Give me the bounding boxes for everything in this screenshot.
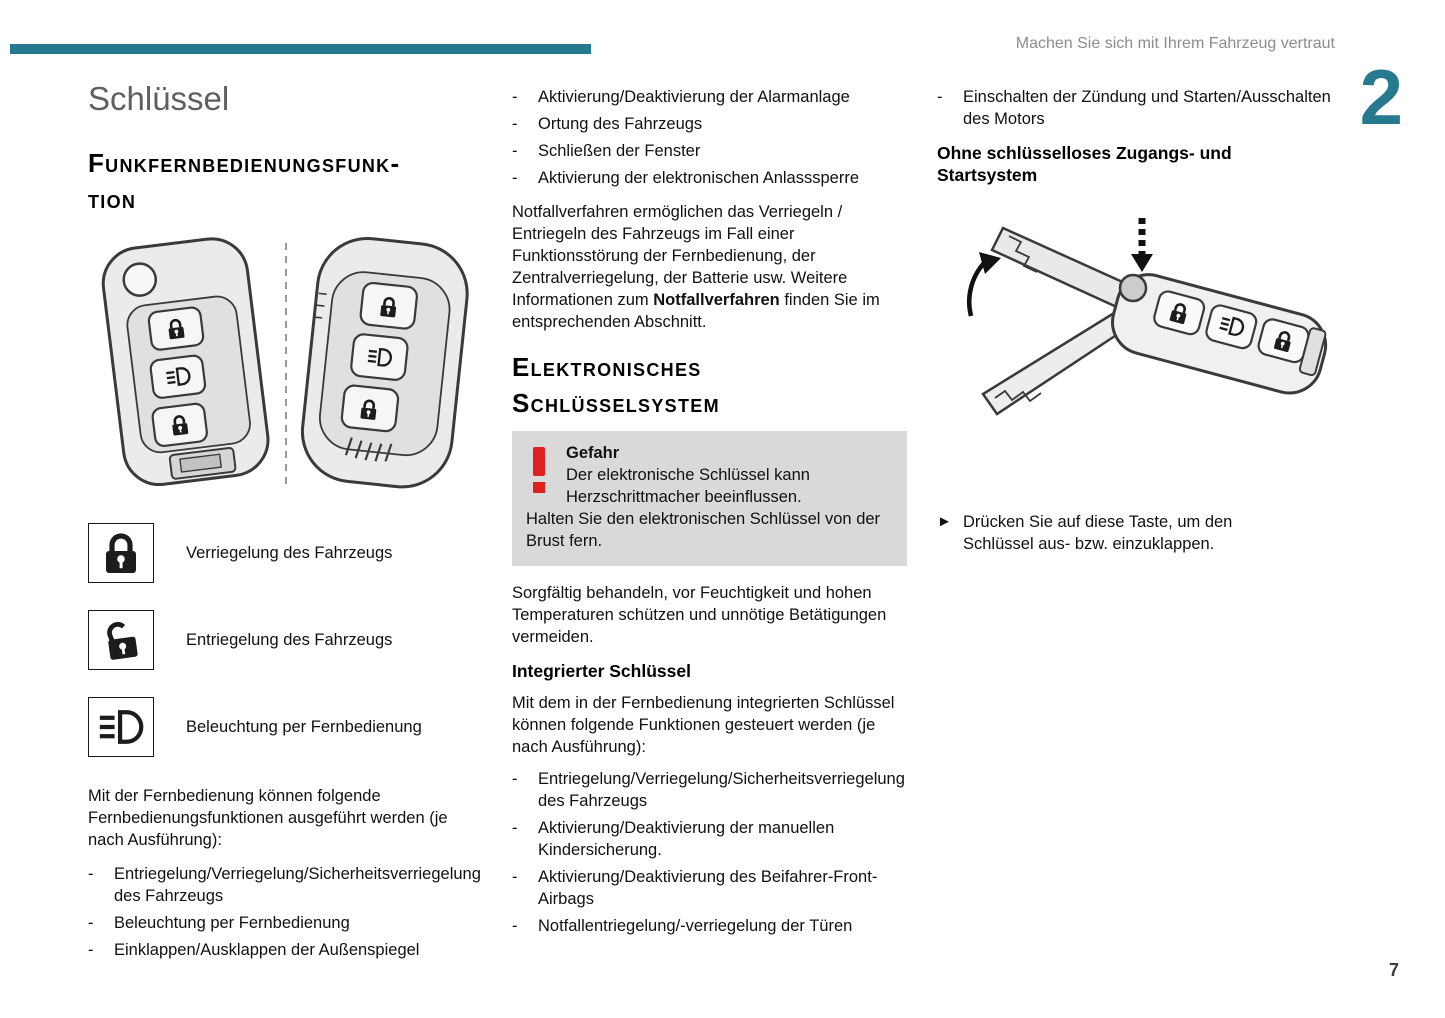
fold-button [1120,275,1146,301]
paragraph-text: Notfallverfahren ermöglichen das Verriegeln / Entriegeln des Fahrzeugs im Fall einer Funktionsstörung der Fernbedienung, der Zentralverriegelung, der Batterie usw. Weitere Informationen zum [512,203,848,309]
chapter-number-badge: 2 [1359,53,1403,141]
closed-padlock-icon [88,523,154,583]
legend-row [88,523,484,583]
list-item-text: Einschalten der Zündung und Starten/​Ausschalten des Motors [963,88,1331,128]
legend-label: Verriegelung des Fahrzeugs [186,544,393,562]
warning-title: Gefahr [566,444,620,462]
list-item-text: Notfallentriegelung/-verriegelung der Türen [538,917,853,935]
dash-marker: - [512,770,518,788]
heading-line: Elektronisches [512,352,702,382]
middle-column [512,80,907,942]
dash-marker: - [88,941,94,959]
legend-label: Beleuchtung per Fernbedienung [186,718,422,736]
dash-marker: - [512,169,518,187]
integrated-key-intro-paragraph: Mit dem in der Fernbedienung integrierten Schlüssel können folgende Funktionen gesteuert werden (je nach Ausführung): [512,694,895,756]
list-item [88,939,484,961]
flip-key-fob [99,235,272,489]
press-button-instruction [937,511,1341,555]
list-item-text: Einklappen/Ausklappen der Außenspiegel [114,941,420,959]
integrated-key-functions-list [512,768,907,937]
care-paragraph: Sorgfältig behandeln, vor Feuchtigkeit und hohen Temperaturen schützen und unnötige Betätigungen vermeiden. [512,584,887,646]
dash-marker: - [512,142,518,160]
open-padlock-icon [88,610,154,670]
page-title: Schlüssel [88,80,230,117]
dash-marker: - [512,917,518,935]
legend-row [88,697,484,757]
heading-line: tion [88,184,137,214]
key-blade-down [983,310,1133,414]
subheading-without-keyless-system: Ohne schlüsselloses Zugangs- und Startsystem [937,143,1232,185]
header-tagline: Machen Sie sich mit Ihrem Fahrzeug vertraut [1015,35,1335,52]
left-column [88,80,484,966]
remote-intro-paragraph: Mit der Fernbedienung können folgende Fernbedienungsfunktionen ausgeführt werden (je nach Ausführung): [88,787,448,849]
dash-marker: - [512,115,518,133]
legend-label: Entriegelung des Fahrzeugs [186,631,393,649]
right-column [937,80,1341,555]
list-item [512,113,907,135]
list-item [512,140,907,162]
dash-marker: - [512,819,518,837]
list-item [512,866,907,910]
list-item [512,817,907,861]
bold-term: Notfallverfahren [653,291,780,309]
danger-warning-box [512,431,907,566]
subheading-integrated-key: Integrierter Schlüssel [512,661,691,681]
list-item-text: Beleuchtung per Fernbedienung [114,914,350,932]
list-item-text: Ortung des Fahrzeugs [538,115,703,133]
instruction-text: Drücken Sie auf diese Taste, um den Schlüssel aus- bzw. einzuklappen. [963,513,1233,553]
emergency-procedures-paragraph [512,201,907,333]
danger-exclamation-icon [526,445,552,493]
list-item [88,863,484,907]
arrow-marker: ► [937,513,952,530]
list-item [937,86,1341,130]
dash-marker: - [937,88,943,106]
warning-text: Der elektronische Schlüssel kann Herzschrittmacher beeinflussen. [566,466,810,506]
smart-key-fob [297,234,472,492]
dash-marker: - [88,865,94,883]
list-item-text: Entriegelung/Verriegelung/​Sicherheitsverriegelung des Fahrzeugs [538,770,905,810]
list-item [512,768,907,812]
flip-key-illustration [937,214,1341,469]
list-item [512,915,907,937]
remote-functions-list [88,863,484,961]
dash-marker: - [88,914,94,932]
list-item [88,912,484,934]
page-number: 7 [1388,960,1399,980]
key-blade-up [992,228,1127,308]
warning-text: Halten Sie den elektronischen Schlüssel von der Brust fern. [526,510,881,550]
headlight-beam-icon [88,697,154,757]
list-item [512,86,907,108]
list-item-text: Schließen der Fenster [538,142,701,160]
remote-function-legend [88,523,484,757]
legend-row [88,610,484,670]
list-item-text: Aktivierung/Deaktivierung der manuellen Kindersicherung. [538,819,835,859]
heading-line: Funkfernbedienungsfunk- [88,148,401,178]
remote-key-fobs-illustration [88,231,484,499]
list-item [512,167,907,189]
paragraph-text: finden Sie im entsprechenden Abschnitt. [512,291,880,331]
section-heading-electronic-key-system [512,349,907,421]
remote-functions-list-continued [512,86,907,189]
header-accent-bar [10,44,591,54]
list-item-text: Aktivierung der elektronischen Anlasssperre [538,169,860,187]
section-heading-remote-function [88,145,484,217]
list-item-text: Aktivierung/Deaktivierung des Beifahrer-Front-Airbags [538,868,878,908]
dash-marker: - [512,88,518,106]
list-item-text: Aktivierung/Deaktivierung der Alarmanlage [538,88,850,106]
heading-line: Schlüsselsystem [512,388,720,418]
list-item-text: Entriegelung/Verriegelung/​Sicherheitsverriegelung des Fahrzeugs [114,865,481,905]
ignition-functions-list [937,86,1341,130]
dash-marker: - [512,868,518,886]
